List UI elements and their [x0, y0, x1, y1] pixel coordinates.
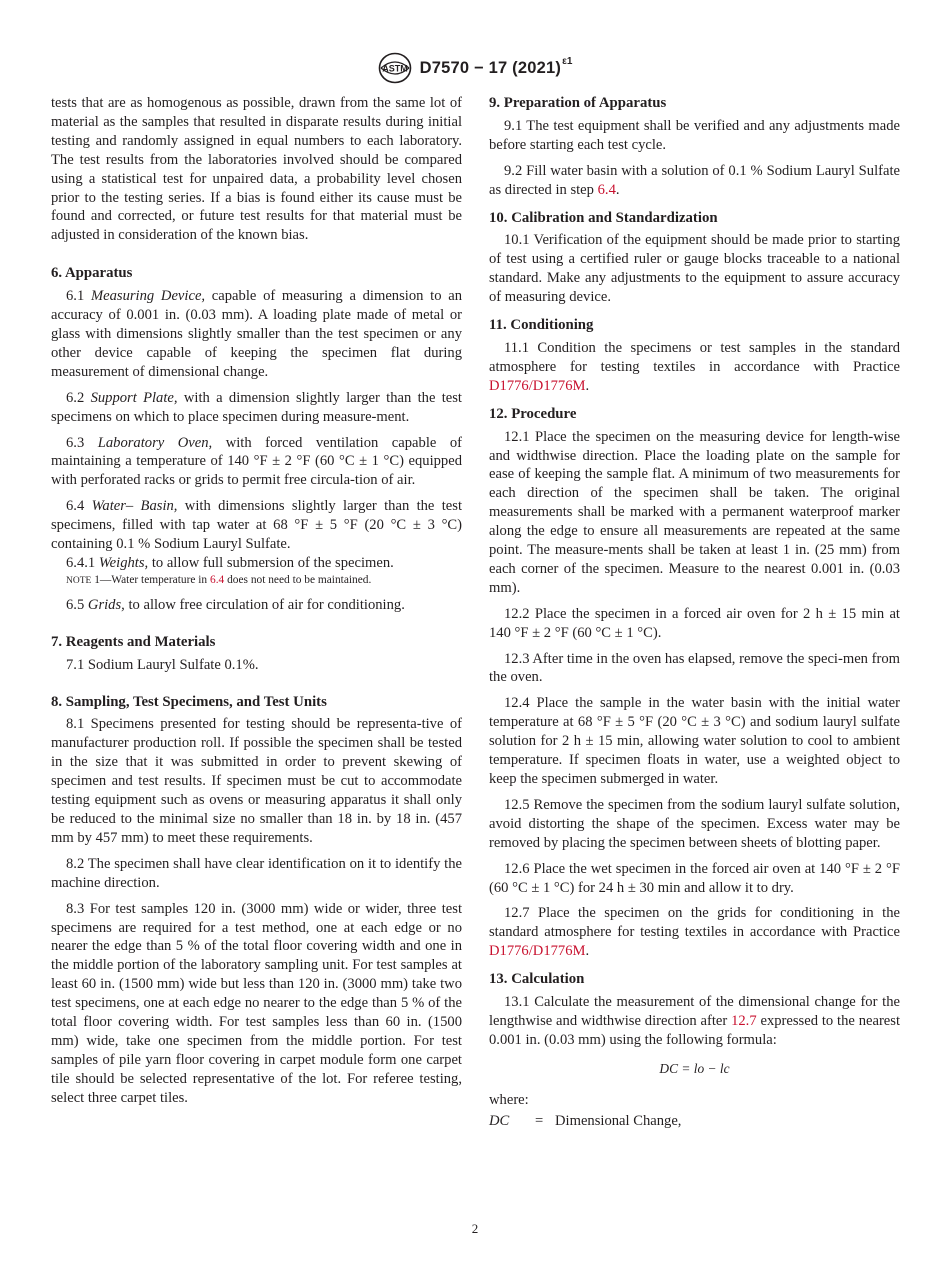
- note-label: NOTE: [66, 575, 92, 586]
- page-header: [0, 50, 950, 86]
- section-6-3-term: Laboratory Oven,: [97, 434, 213, 451]
- section-12-6: 12.6 Place the wet specimen in the forced air oven at 140 °F ± 2 °F (60 °C ± 1 °C) for 24 h ± 30 min and allow it to dry.: [489, 860, 900, 896]
- section-12-1: 12.1 Place the specimen on the measuring device for length-wise and widthwise direction. Place the loading plate on the sample for ease of keeping the sample flat. A minimum of two measurements for each direction of the specimen shall be taken. The original measurements shall be marked with a permanent waterproof marker along the edge to ensure all measurements are repeated at the same point. The measure-ments shall be taken at least 1 in. (25 mm) from each corner of the specimen. Measure to the nearest 0.001 in. (0.03 mm).: [489, 428, 900, 596]
- section-8-3: 8.3 For test samples 120 in. (3000 mm) wide or wider, three test specimens are required for a test method, one at each edge or no nearer the edge than 5 % of the total floor covering width and one in the middle portion of the laboratory sampling unit. For test samples at least 60 in. (1500 mm) wide but less than 120 in. (3000 mm) take two test specimens, one at each edge no nearer to the edge than 5 % of the total floor covering width. For test samples less than 60 in. (1500 mm) wide, take one specimen from the middle portion. For test samples of pile yarn floor covering in carpet module form one carpet tile should be selected representative of the lot. For referee testing, select three carpet tiles.: [51, 900, 462, 1106]
- section-12-4: 12.4 Place the sample in the water basin with the initial water temperature at 68 °F ± 5 °F (20 °C ± 3 °C) and sodium lauryl sulfate solution for 2 h ± 15 min, allowing water solution to cool to ambient temperature. If specimen floats in water, use a weighted object to keep the specimen submerged in water.: [489, 695, 900, 787]
- section-12-7: 12.7 Place the specimen on the grids for conditioning in the standard atmosphere for testing textiles in accordance with Practice D1776/D1776M.: [489, 905, 900, 960]
- section-6-2: [51, 389, 462, 427]
- section-7-1: 7.1 Sodium Lauryl Sulfate 0.1%.: [66, 656, 259, 673]
- note-rest: does not need to be maintained.: [227, 573, 372, 586]
- section-9-1: 9.1 The test equipment shall be verified and any adjustments made before starting each test cycle.: [489, 117, 900, 153]
- link-d1776-2[interactable]: D1776/D1776M: [489, 943, 586, 960]
- section-6-3: [51, 434, 462, 491]
- section-6-heading: 6. Apparatus: [51, 265, 133, 282]
- note-1: [51, 573, 462, 589]
- section-6-5-text: to allow free circulation of air for conditioning.: [128, 596, 405, 613]
- section-6-5-term: Grids,: [87, 596, 125, 613]
- section-13-1-text: 13.1 Calculate the measurement of the dimensional change for the lengthwise and widthwise direction after: [489, 994, 900, 1029]
- section-11-heading: 11. Conditioning: [489, 317, 594, 334]
- definition-term: DC: [489, 1112, 510, 1129]
- section-6-1-term: Measuring Device,: [90, 288, 206, 305]
- astm-logo-text: ASTM: [381, 63, 408, 74]
- section-10-1: 10.1 Verification of the equipment should be made prior to starting of test using a certified ruler or gauge blocks traceable to a national standard. Make any adjustments to the equipment to assure accuracy of measuring device.: [489, 232, 900, 306]
- section-12-2: 12.2 Place the specimen in a forced air oven for 2 h ± 15 min at 140 °F ± 2 °F (60 °C ± 1 °C).: [489, 605, 900, 641]
- definition-equals: =: [535, 1112, 544, 1129]
- note-number: 1—Water temperature in: [94, 573, 208, 586]
- section-13-1-rest: expressed to the nearest 0.001 in. (0.03 mm) using the following formula:: [489, 1012, 901, 1048]
- section-6-4-1: [51, 554, 462, 573]
- link-6-4[interactable]: 6.4: [597, 181, 616, 198]
- section-13-heading: 13. Calculation: [489, 971, 585, 988]
- section-10-heading: 10. Calibration and Standardization: [489, 209, 718, 226]
- left-column: [51, 94, 462, 1108]
- section-12-3: 12.3 After time in the oven has elapsed, remove the speci-men from the oven.: [489, 650, 900, 686]
- link-d1776[interactable]: D1776/D1776M: [489, 377, 586, 394]
- section-9-2: 9.2 Fill water basin with a solution of 0.1 % Sodium Lauryl Sulfate as directed in step 6.4.: [489, 162, 900, 198]
- section-13-1: [489, 993, 900, 1050]
- intro-paragraph: tests that are as homogenous as possible, drawn from the same lot of material as the samples that resulted in disparate results during initial testing and randomly assigned in equal numbers to each laboratory. The test results from the laboratories involved should be compared using a statistical test for unpaired data, a probability level chosen prior to the testing series. If a bias is found either its cause must be found and corrected, or future test results for that material must be adjusted in consideration of the known bias.: [51, 95, 462, 244]
- section-8-1: 8.1 Specimens presented for testing should be representa-tive of manufacturer production roll. If possible the specimen shall be tested in the size that it was submitted in order to prevent skewing of specimen and test results. If specimen must be cut to accommodate testing equipment such as ovens or measuring apparatus it shall only be reduced to the minimal size no smaller than 18 in. by 18 in. (457 mm by 457 mm) to meet these requirements.: [51, 716, 462, 846]
- section-11-1: 11.1 Condition the specimens or test samples in the standard atmosphere for testing textiles in accordance with Practice D1776/D1776M.: [489, 339, 900, 394]
- section-6-3-number: 6.3: [66, 434, 85, 451]
- designation-superscript: ε1: [562, 55, 573, 67]
- section-8-heading: 8. Sampling, Test Specimens, and Test Units: [51, 693, 327, 710]
- section-6-4-term: Water– Basin,: [91, 498, 178, 515]
- note-link-6-4[interactable]: 6.4: [210, 573, 225, 586]
- section-12-7-text: 12.7 Place the specimen on the grids for conditioning in the standard atmosphere for testing textiles in accordance with Practice: [489, 905, 900, 941]
- section-8-2: 8.2 The specimen shall have clear identification on it to identify the machine direction.: [51, 855, 462, 891]
- section-6-4-number: 6.4: [66, 498, 85, 515]
- section-12-heading: 12. Procedure: [489, 405, 577, 422]
- section-6-4-text: with dimensions slightly larger than the test specimens, filled with tap water at 68 °F ± 5 °F (20 °C ± 3 °C) containing 0.1 % Sodium Lauryl Sulfate.: [51, 498, 463, 553]
- section-6-4: [51, 497, 462, 554]
- document-designation: D7570 − 17 (2021): [419, 58, 562, 77]
- section-6-1-number: 6.1: [66, 288, 85, 305]
- section-6-2-term: Support Plate,: [90, 389, 178, 406]
- section-11-1-text: 11.1 Condition the specimens or test samples in the standard atmosphere for testing textiles in accordance with Practice: [489, 339, 900, 375]
- section-7-heading: 7. Reagents and Materials: [51, 633, 216, 650]
- definition-dc: [489, 1112, 900, 1131]
- section-6-4-1-text: to allow full submersion of the specimen.: [151, 554, 394, 571]
- where-label: where:: [489, 1091, 529, 1108]
- section-6-4-1-number: 6.4.1: [66, 554, 96, 571]
- right-column: [489, 94, 900, 1131]
- astm-logo-icon: [378, 52, 412, 84]
- section-6-5-number: 6.5: [66, 596, 85, 613]
- link-12-7[interactable]: 12.7: [731, 1012, 757, 1029]
- section-6-5: [51, 596, 462, 615]
- formula-dc: DC = lo − lc: [659, 1060, 730, 1076]
- section-6-1-text: capable of measuring a dimension to an accuracy of 0.001 in. (0.03 mm). A loading plate made of metal or glass with dimensions slightly smaller than the test specimen or any other device capable of keeping the specimen flat during measurement of dimensional change.: [51, 288, 462, 380]
- section-6-1: [51, 287, 462, 382]
- section-9-heading: 9. Preparation of Apparatus: [489, 95, 667, 111]
- section-9-2-text: 9.2 Fill water basin with a solution of 0.1 % Sodium Lauryl Sulfate as directed in step: [489, 162, 900, 198]
- section-6-2-number: 6.2: [66, 389, 85, 406]
- section-6-3-text: with forced ventilation capable of maintaining a temperature of 140 °F ± 2 °F (60 °C ± 1 °C) equipped with perforated racks or grids to permit free circula-tion of air.: [51, 434, 462, 489]
- section-6-4-1-term: Weights,: [98, 554, 149, 571]
- page-number: 2: [471, 1221, 479, 1236]
- definition-text: Dimensional Change,: [555, 1112, 682, 1129]
- section-6-2-text: with a dimension slightly larger than the test specimens on which to place specimen during measure-ment.: [51, 389, 462, 425]
- section-12-5: 12.5 Remove the specimen from the sodium lauryl sulfate solution, avoid distorting the shape of the specimen. Excess water may be removed by placing the specimen between sheets of blotting paper.: [489, 796, 900, 851]
